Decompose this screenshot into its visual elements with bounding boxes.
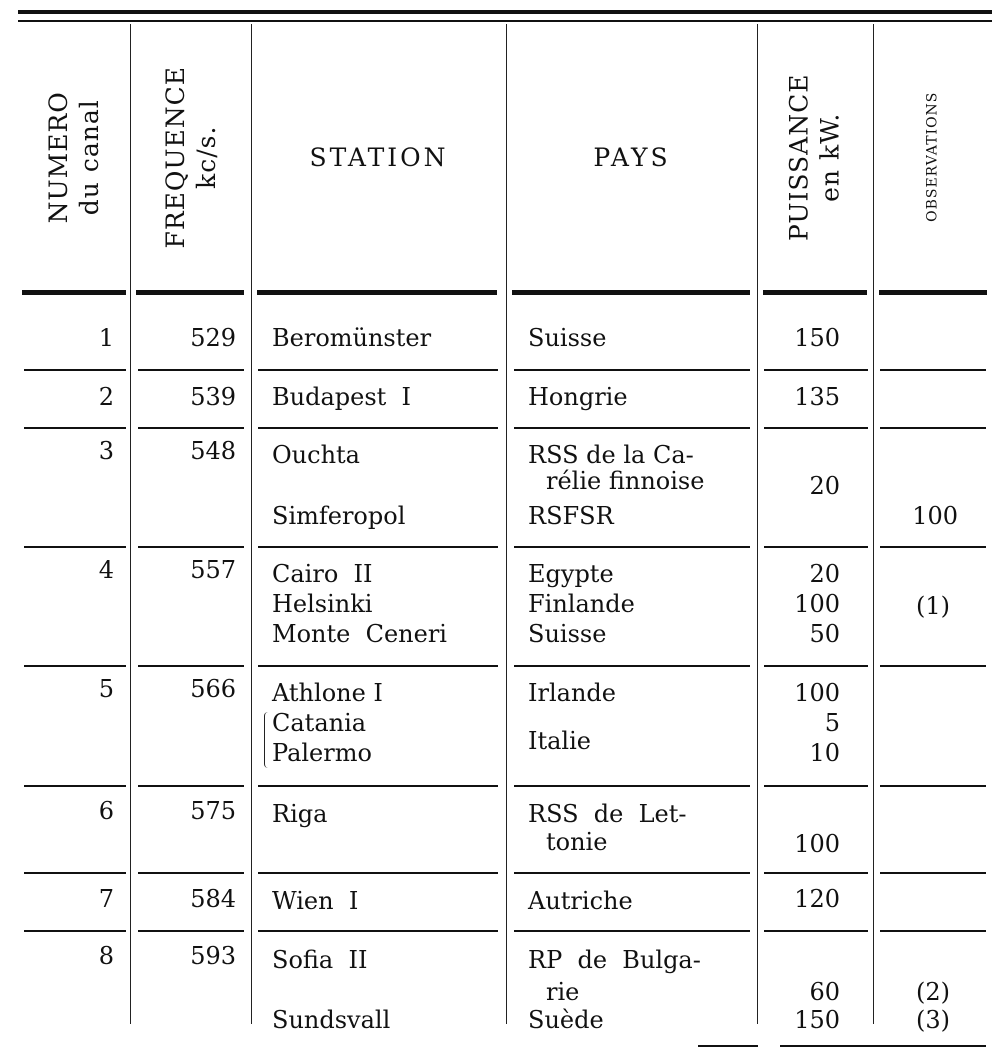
country: RSS de la Ca- — [528, 441, 694, 469]
station: Sofia II — [272, 946, 368, 974]
country: RP de Bulga- — [528, 946, 701, 974]
country: Autriche — [528, 887, 633, 915]
frequency: 584 — [190, 885, 236, 913]
power: 100 — [794, 830, 840, 858]
header-rule — [512, 290, 750, 295]
country: Suisse — [528, 620, 607, 648]
station: Helsinki — [272, 590, 373, 618]
station: Monte Ceneri — [272, 620, 447, 648]
station: Ouchta — [272, 441, 360, 469]
channel-number: 4 — [98, 556, 114, 584]
header-puissance-label: PUISSANCE — [784, 73, 814, 241]
power: 100 — [794, 679, 840, 707]
observation: (1) — [916, 592, 950, 620]
power: 150 — [794, 1006, 840, 1034]
channel-number: 6 — [98, 797, 114, 825]
channel-number: 2 — [98, 383, 114, 411]
channel-number: 5 — [98, 675, 114, 703]
country: Suisse — [528, 324, 607, 352]
channel-number: 3 — [98, 437, 114, 465]
power: 100 — [794, 590, 840, 618]
power: 150 — [794, 324, 840, 352]
frequency: 566 — [190, 675, 236, 703]
bracket-mark — [264, 712, 270, 768]
header-frequence-sub: kc/s. — [192, 125, 221, 189]
channel-number: 7 — [98, 885, 114, 913]
frequency: 593 — [190, 942, 236, 970]
country: Egypte — [528, 560, 614, 588]
country: RSFSR — [528, 502, 614, 530]
station: Palermo — [272, 739, 372, 767]
station: Athlone I — [272, 679, 383, 707]
frequency: 557 — [190, 556, 236, 584]
header-rule — [257, 290, 497, 295]
station: Beromünster — [272, 324, 432, 352]
observation: (2) — [916, 978, 950, 1006]
channel-number: 1 — [98, 324, 114, 352]
header-rule — [879, 290, 987, 295]
header-puissance-sub: en kW. — [816, 112, 846, 202]
frequency: 539 — [190, 383, 236, 411]
header-numero — [20, 26, 128, 288]
country: Irlande — [528, 679, 616, 707]
country: Finlande — [528, 590, 635, 618]
header-frequence-label: FREQUENCE — [160, 65, 190, 249]
power: 20 — [809, 560, 840, 588]
header-numero-label: NUMERO — [43, 90, 73, 224]
station: Budapest I — [272, 383, 412, 411]
station: Cairo II — [272, 560, 373, 588]
power: 10 — [809, 739, 840, 767]
station: Simferopol — [272, 502, 406, 530]
top-rule-thin — [18, 20, 992, 22]
country: RSS de Let- — [528, 800, 687, 828]
country: Hongrie — [528, 383, 628, 411]
header-pays: PAYS — [593, 142, 671, 172]
power: 50 — [809, 620, 840, 648]
station: Sundsvall — [272, 1006, 391, 1034]
header-rule — [136, 290, 244, 295]
header-observations-label: OBSERVATIONS — [924, 91, 941, 223]
top-rule — [18, 10, 992, 14]
country: Suède — [528, 1006, 604, 1034]
country: tonie — [546, 828, 608, 856]
observation: (3) — [916, 1006, 950, 1034]
power: 60 — [809, 978, 840, 1006]
header-rule — [763, 290, 867, 295]
power: 120 — [794, 885, 840, 913]
header-station: STATION — [309, 142, 449, 172]
power: 5 — [824, 709, 840, 737]
observation: 100 — [912, 502, 958, 530]
frequency: 575 — [190, 797, 236, 825]
header-frequence — [132, 26, 250, 288]
power: 20 — [809, 472, 840, 500]
frequency: 529 — [190, 324, 236, 352]
channel-number: 8 — [98, 942, 114, 970]
header-observations — [874, 26, 992, 288]
column-divider — [130, 24, 131, 1024]
country: rie — [546, 978, 580, 1006]
header-numero-sub: du canal — [75, 99, 104, 215]
header-rule — [22, 290, 126, 295]
station: Catania — [272, 709, 367, 737]
country: rélie finnoise — [546, 467, 705, 495]
frequency: 548 — [190, 437, 236, 465]
station: Wien I — [272, 887, 359, 915]
header-puissance — [758, 26, 872, 288]
power: 135 — [794, 383, 840, 411]
station: Riga — [272, 800, 328, 828]
country: Italie — [528, 727, 591, 755]
